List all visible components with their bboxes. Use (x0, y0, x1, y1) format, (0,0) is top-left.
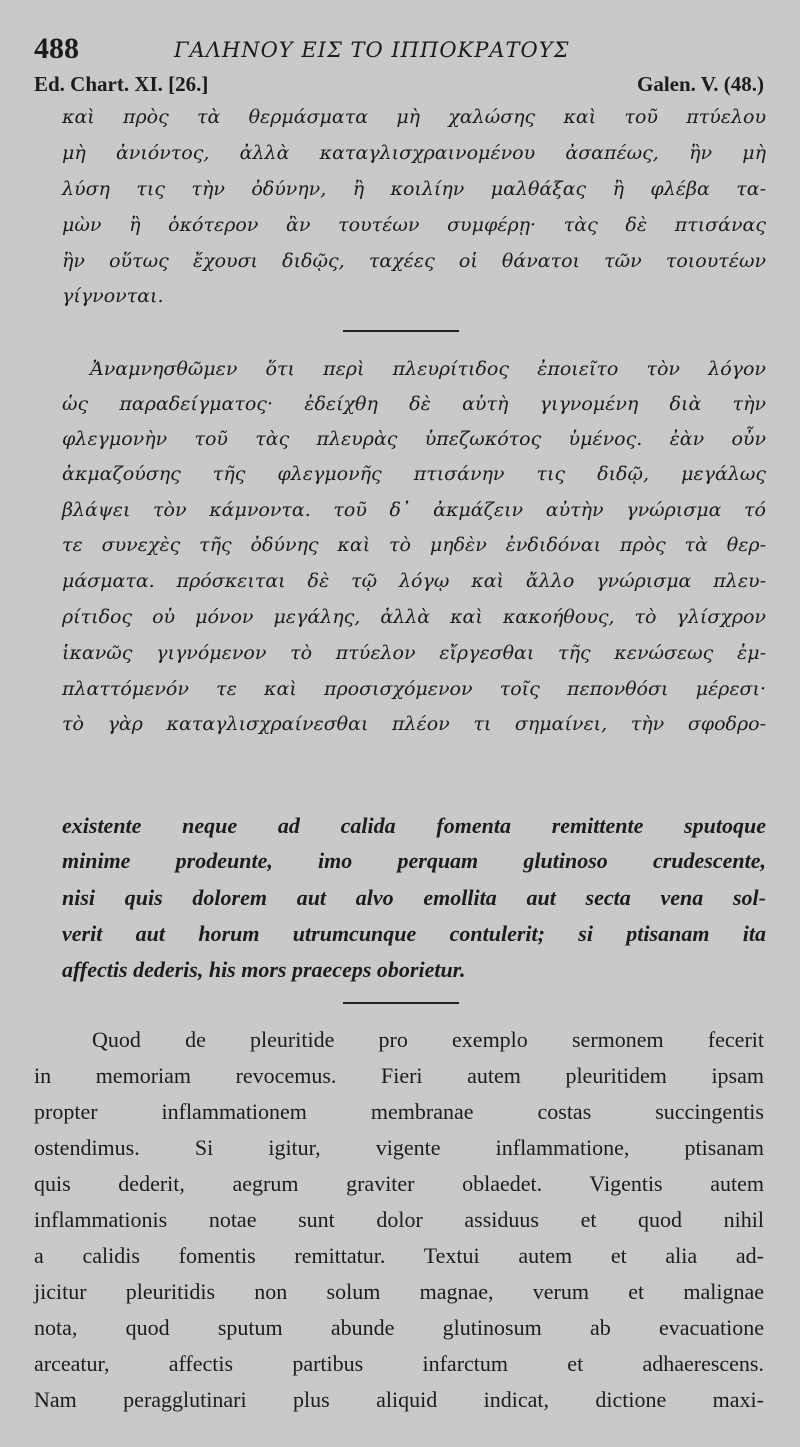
greek-line: καὶ πρὸς τὰ θερμάσματα μὴ χαλώσης καὶ τοῦ πτύελου (62, 106, 766, 128)
greek-line: ὡς παραδείγματος· ἐδείχθη δὲ αὐτὴ γιγνομένη διὰ τὴν (62, 393, 766, 415)
latin-line: quis dederit, aegrum graviter oblaedet. Vigentis autem (34, 1171, 764, 1196)
greek-line: τε συνεχὲς τῆς ὀδύνης καὶ τὸ μηδὲν ἐνδιδόναι πρὸς τὰ θερ- (62, 534, 766, 556)
page-number: 488 (34, 32, 79, 65)
greek-line: πλαττόμενόν τε καὶ προσισχόμενον τοῖς πεπονθόσι μέρεσι· (62, 678, 766, 700)
greek-line: ἀκμαζούσης τῆς φλεγμονῆς πτισάνην τις διδῷ, μεγάλως (62, 463, 766, 485)
latin-line: arceatur, affectis partibus infarctum et adhaerescens. (34, 1351, 764, 1376)
greek-line: τὸ γὰρ καταγλισχραίνεσθαι πλέον τι σημαίνει, τὴν σφοδρο- (62, 713, 766, 735)
greek-line: ἱκανῶς γιγνόμενον τὸ πτύελον εἴργεσθαι τῆς κενώσεως ἐμ- (62, 642, 766, 664)
latin-line: existente neque ad calida fomenta remittente sputoque (62, 813, 766, 838)
greek-line: βλάψει τὸν κάμνοντα. τοῦ δ᾽ ἀκμάζειν αὐτὴν γνώρισμα τό (62, 499, 766, 521)
latin-line: nota, quod sputum abunde glutinosum ab evacuatione (34, 1315, 764, 1340)
greek-line: Ἀναμνησθῶμεν ὅτι περὶ πλευρίτιδος ἐποιεῖτο τὸν λόγον (90, 358, 766, 380)
latin-line: inflammationis notae sunt dolor assiduus et quod nihil (34, 1207, 764, 1232)
latin-line: verit aut horum utrumcunque contulerit; si ptisanam ita (62, 921, 766, 946)
greek-line: φλεγμονὴν τοῦ τὰς πλευρὰς ὑπεζωκότος ὑμένος. ἐὰν οὖν (62, 428, 766, 450)
greek-line: μὼν ἢ ὁκότερον ἂν τουτέων συμφέρῃ· τὰς δὲ πτισάνας (62, 214, 766, 236)
latin-line: Nam peragglutinari plus aliquid indicat, dictione maxi- (34, 1387, 764, 1412)
latin-line: Quod de pleuritide pro exemplo sermonem fecerit (92, 1027, 764, 1052)
running-header (34, 32, 776, 66)
latin-line: propter inflammationem membranae costas succingentis (34, 1099, 764, 1124)
latin-line: ostendimus. Si igitur, vigente inflammatione, ptisanam (34, 1135, 764, 1160)
latin-line: affectis dederis, his mors praeceps oborietur. (62, 957, 466, 982)
greek-line: μὴ ἀνιόντος, ἀλλὰ καταγλισχραινομένου ἀσαπέως, ἣν μὴ (62, 142, 766, 164)
section-divider (343, 1002, 459, 1004)
greek-line: γίγνονται. (62, 285, 164, 307)
greek-line: ἣν οὕτως ἔχουσι διδῷς, ταχέες οἱ θάνατοι τῶν τοιουτέων (62, 250, 766, 272)
edition-references (34, 72, 764, 102)
running-title: ΓΑΛΗΝΟΥ ΕΙΣ ΤΟ ΙΠΠΟΚΡΑΤΟΥΣ (174, 38, 570, 62)
greek-line: ρίτιδος οὐ μόνον μεγάλης, ἀλλὰ καὶ κακοήθους, τὸ γλίσχρον (62, 606, 766, 628)
edition-ref-right: Galen. V. (48.) (637, 72, 764, 96)
section-divider (343, 330, 459, 332)
latin-line: nisi quis dolorem aut alvo emollita aut secta vena sol- (62, 885, 766, 910)
latin-line: jicitur pleuritidis non solum magnae, verum et malignae (34, 1279, 764, 1304)
latin-line: a calidis fomentis remittatur. Textui autem et alia ad- (34, 1243, 764, 1268)
latin-line: in memoriam revocemus. Fieri autem pleuritidem ipsam (34, 1063, 764, 1088)
greek-line: μάσματα. πρόσκειται δὲ τῷ λόγῳ καὶ ἄλλο γνώρισμα πλευ- (62, 570, 766, 592)
greek-line: λύση τις τὴν ὀδύνην, ἢ κοιλίην μαλθάξας ἢ φλέβα τα- (62, 178, 766, 200)
edition-ref-left: Ed. Chart. XI. [26.] (34, 72, 209, 96)
latin-line: minime prodeunte, imo perquam glutinoso crudescente, (62, 848, 766, 873)
